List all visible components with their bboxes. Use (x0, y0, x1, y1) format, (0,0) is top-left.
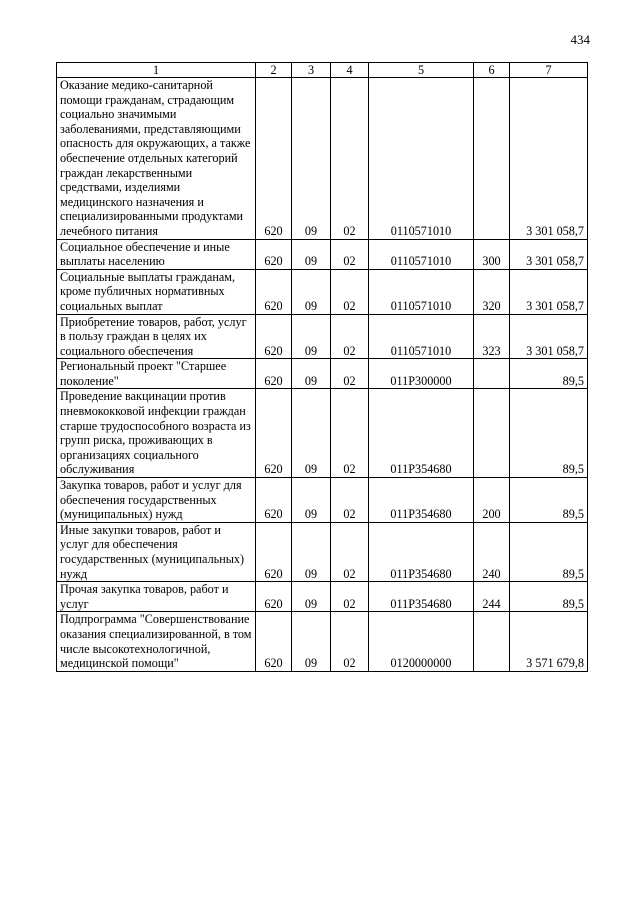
column-header-2: 2 (256, 63, 292, 78)
expense-type-code: 300 (474, 239, 510, 269)
item-name: Закупка товаров, работ и услуг для обеспечения государственных (муниципальных) нужд (57, 478, 256, 523)
subsection-code: 02 (331, 389, 369, 478)
ministry-code: 620 (256, 612, 292, 671)
amount: 3 301 058,7 (510, 314, 588, 359)
subsection-code: 02 (331, 78, 369, 240)
target-item-code: 011P354680 (369, 389, 474, 478)
amount: 3 301 058,7 (510, 78, 588, 240)
target-item-code: 011P354680 (369, 478, 474, 523)
item-name: Проведение вакцинации против пневмококковой инфекции граждан старше трудоспособного возраста из групп риска, проживающих в организациях социального обслуживания (57, 389, 256, 478)
subsection-code: 02 (331, 239, 369, 269)
expense-type-code: 320 (474, 269, 510, 314)
column-header-3: 3 (292, 63, 331, 78)
target-item-code: 0110571010 (369, 314, 474, 359)
amount: 89,5 (510, 359, 588, 389)
expense-type-code: 240 (474, 522, 510, 581)
ministry-code: 620 (256, 239, 292, 269)
section-code: 09 (292, 522, 331, 581)
target-item-code: 0120000000 (369, 612, 474, 671)
table-row (57, 612, 588, 671)
table-row (57, 359, 588, 389)
subsection-code: 02 (331, 359, 369, 389)
ministry-code: 620 (256, 78, 292, 240)
subsection-code: 02 (331, 582, 369, 612)
amount: 3 301 058,7 (510, 269, 588, 314)
target-item-code: 0110571010 (369, 78, 474, 240)
column-number-header (57, 63, 588, 78)
item-name: Иные закупки товаров, работ и услуг для обеспечения государственных (муниципальных) нужд (57, 522, 256, 581)
ministry-code: 620 (256, 478, 292, 523)
target-item-code: 0110571010 (369, 239, 474, 269)
subsection-code: 02 (331, 522, 369, 581)
subsection-code: 02 (331, 269, 369, 314)
amount: 3 571 679,8 (510, 612, 588, 671)
item-name: Социальные выплаты гражданам, кроме публичных нормативных социальных выплат (57, 269, 256, 314)
item-name: Приобретение товаров, работ, услуг в пользу граждан в целях их социального обеспечения (57, 314, 256, 359)
table-row (57, 78, 588, 240)
expense-type-code: 323 (474, 314, 510, 359)
amount: 89,5 (510, 478, 588, 523)
table-row (57, 522, 588, 581)
section-code: 09 (292, 78, 331, 240)
ministry-code: 620 (256, 389, 292, 478)
amount: 3 301 058,7 (510, 239, 588, 269)
amount: 89,5 (510, 582, 588, 612)
page-number: 434 (570, 32, 590, 47)
expense-type-code (474, 612, 510, 671)
table-row (57, 269, 588, 314)
target-item-code: 011P354680 (369, 582, 474, 612)
section-code: 09 (292, 612, 331, 671)
section-code: 09 (292, 478, 331, 523)
section-code: 09 (292, 359, 331, 389)
budget-table (56, 62, 588, 672)
section-code: 09 (292, 269, 331, 314)
ministry-code: 620 (256, 582, 292, 612)
column-header-5: 5 (369, 63, 474, 78)
target-item-code: 011P354680 (369, 522, 474, 581)
subsection-code: 02 (331, 314, 369, 359)
ministry-code: 620 (256, 269, 292, 314)
expense-type-code (474, 359, 510, 389)
section-code: 09 (292, 314, 331, 359)
table-row (57, 389, 588, 478)
section-code: 09 (292, 582, 331, 612)
amount: 89,5 (510, 522, 588, 581)
expense-type-code (474, 78, 510, 240)
target-item-code: 011P300000 (369, 359, 474, 389)
column-header-6: 6 (474, 63, 510, 78)
item-name: Подпрограмма "Совершенствование оказания специализированной, в том числе высокотехнологичной, медицинской помощи" (57, 612, 256, 671)
expense-type-code: 244 (474, 582, 510, 612)
subsection-code: 02 (331, 612, 369, 671)
ministry-code: 620 (256, 314, 292, 359)
amount: 89,5 (510, 389, 588, 478)
table-row (57, 582, 588, 612)
ministry-code: 620 (256, 359, 292, 389)
item-name: Региональный проект "Старшее поколение" (57, 359, 256, 389)
target-item-code: 0110571010 (369, 269, 474, 314)
section-code: 09 (292, 239, 331, 269)
table-row (57, 239, 588, 269)
column-header-1: 1 (57, 63, 256, 78)
column-header-4: 4 (331, 63, 369, 78)
expense-type-code: 200 (474, 478, 510, 523)
item-name: Оказание медико-санитарной помощи гражданам, страдающим социально значимыми заболеваниями, представляющими опасность для окружающих, а также обеспечение отдельных категорий граждан лекарственными средствами, изделиями медицинского назначения и специализированными продуктами лечебного питания (57, 78, 256, 240)
table-row (57, 314, 588, 359)
item-name: Социальное обеспечение и иные выплаты населению (57, 239, 256, 269)
table-row (57, 478, 588, 523)
ministry-code: 620 (256, 522, 292, 581)
expense-type-code (474, 389, 510, 478)
section-code: 09 (292, 389, 331, 478)
subsection-code: 02 (331, 478, 369, 523)
column-header-7: 7 (510, 63, 588, 78)
item-name: Прочая закупка товаров, работ и услуг (57, 582, 256, 612)
